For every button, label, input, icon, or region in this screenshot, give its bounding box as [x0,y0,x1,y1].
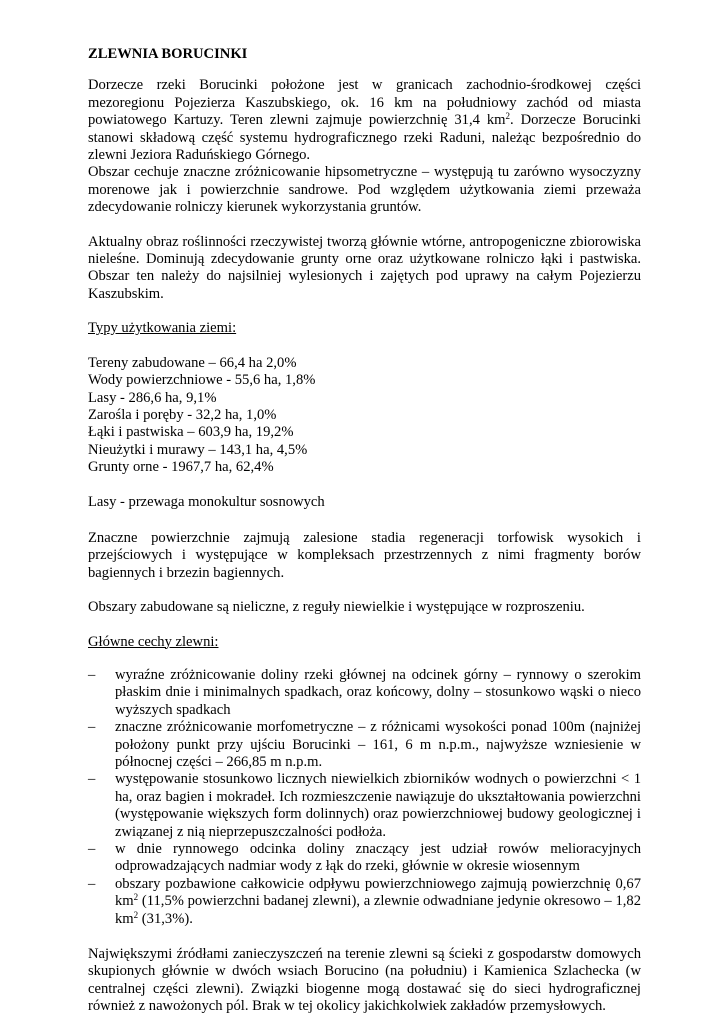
land-use-item: Grunty orne - 1967,7 ha, 62,4% [88,459,274,476]
land-use-item: Wody powierzchniowe - 55,6 ha, 1,8% [88,372,316,389]
feature-item [88,841,641,876]
superscript-2: 2 [133,909,139,920]
land-use-heading: Typy użytkowania ziemi: [88,320,237,337]
land-use-item: Lasy - 286,6 ha, 9,1% [88,389,217,406]
superscript-2: 2 [133,892,139,903]
intro-text-part-2: . Dorzecze Borucinki stanowi składową część systemu hydrograficznego rzeki Raduni, należąc bezpośrednio do zlewni Jeziora Raduńskiego Górnego. [88,112,641,164]
land-use-item: Nieużytki i murawy – 143,1 ha, 4,5% [88,441,308,458]
features-list [88,667,641,928]
feature-text-part-3: (31,3%). [138,910,193,927]
feature-text: w dnie rynnowego odcinka doliny znaczący jest udział rowów melioracyjnych odprowadzających nadmiar wody z łąk do rzeki, głównie w okresie wiosennym [115,841,641,875]
feature-item [88,876,641,928]
feature-item [88,771,641,841]
dash-bullet: – [88,719,96,736]
intro-paragraph [88,77,641,164]
document-title: ZLEWNIA BORUCINKI [88,46,248,62]
forest-note: Lasy - przewaga monokultur sosnowych [88,493,325,510]
document-page [88,46,641,1016]
dash-bullet: – [88,666,96,683]
features-heading: Główne cechy zlewni: [88,633,219,650]
dash-bullet: – [88,841,96,858]
land-use-list [88,355,641,477]
superscript-2: 2 [505,111,511,122]
feature-item [88,667,641,719]
feature-text-part-1: obszary pozbawione całkowicie odpływu powierzchniowego zajmują powierzchnię 0,67 km [115,875,641,910]
relief-paragraph: Obszar cechuje znaczne zróżnicowanie hipsometryczne – występują tu zarówno wysoczyzny morenowe jak i powierzchnie sandrowe. Pod względem użytkowania ziemi przeważa zdecydowanie rolniczy kierunek wykorzystania gruntów. [88,164,641,216]
feature-text: występowanie stosunkowo licznych niewielkich zbiorników wodnych o powierzchni < 1 ha, oraz bagien i mokradeł. Ich rozmieszczenie nawiązuje do ukształtowania powierzchni (występowanie większych form dolinnych) oraz powierzchniowej budowy geologicznej i związanej z nią nieprzepuszczalności podłoża. [115,771,641,840]
pollution-paragraph: Największymi źródłami zanieczyszczeń na terenie zlewni są ścieki z gospodarstw domowych skupionych głównie w dwóch wsiach Borucino (na południu) i Kamienica Szlachecka (w centralnej części zlewni). Związki biogenne mogą dostawać się do sieci hydrograficznej również z nawożonych pól. Brak w tej okolicy jakichkolwiek zakładów przemysłowych. [88,946,641,1015]
feature-item [88,719,641,771]
vegetation-paragraph: Aktualny obraz roślinności rzeczywistej tworzą głównie wtórne, antropogeniczne zbiorowiska nieleśne. Dominują zdecydowanie grunty orne oraz użytkowane rolniczo łąki i pastwiska. Obszar ten należy do najsilniej wylesionych i zajętych pod uprawy na całym Pojezierzu Kaszubskim. [88,233,641,302]
land-use-item: Łąki i pastwiska – 603,9 ha, 19,2% [88,424,294,441]
feature-text: wyraźne zróżnicowanie doliny rzeki głównej na odcinek górny – rynnowy o szerokim płaskim dnie i minimalnych spadkach, oraz końcowy, dolny – stosunkowo wąski o nieco wyższych spadkach [115,666,641,718]
land-use-item: Tereny zabudowane – 66,4 ha 2,0% [88,354,297,371]
dash-bullet: – [88,771,96,788]
built-up-paragraph: Obszary zabudowane są nieliczne, z reguły niewielkie i występujące w rozproszeniu. [88,599,585,616]
peatland-paragraph: Znaczne powierzchnie zajmują zalesione stadia regeneracji torfowisk wysokich i przejściowych i występujące w kompleksach przestrzennych z nimi fragmenty borów bagiennych i brzezin bagiennych. [88,529,641,581]
land-use-item: Zarośla i poręby - 32,2 ha, 1,0% [88,406,277,423]
feature-text: znaczne zróżnicowanie morfometryczne – z różnicami wysokości ponad 100m (najniżej położony punkt przy ujściu Borucinki – 161, 6 m n.p.m., najwyższe wzniesienie w północnej części – 266,85 m n.p.m. [115,719,641,770]
intro-text-part-1: Dorzecze rzeki Borucinki położone jest w granicach zachodnio-środkowej części mezoregionu Pojezierza Kaszubskiego, ok. 16 km na południowy zachód od miasta powiatowego Kartuzy. Teren zlewni zajmuje powierzchnię 31,4 km [88,77,641,129]
feature-text-part-2: (11,5% powierzchni badanej zlewni), a zlewnie odwadniane jedynie okresowo – 1,82 km [115,893,641,927]
dash-bullet: – [88,875,96,892]
